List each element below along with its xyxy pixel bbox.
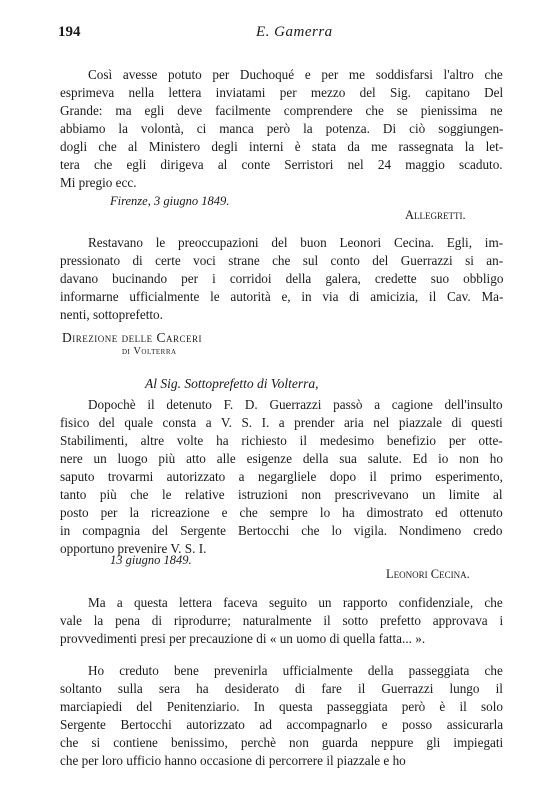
text-line: Così avesse potuto per Duchoqué e per me soddisfarsi l'altro che <box>88 67 503 82</box>
page-header <box>58 24 514 46</box>
letter-salutation: Al Sig. Sottoprefetto di Volterra, <box>145 376 319 391</box>
letter-excerpt-paragraph <box>60 66 503 192</box>
text-line: dogli che al Ministero degli interni è stata da me rassegnata la let- <box>60 139 504 154</box>
closing-formula: Mi pregio ecc. <box>60 175 137 190</box>
text-line: marciapiedi del Penitenziario. In questa passeggiata però è il solo <box>60 699 503 714</box>
text-line: davano bucinando per i corridoi della galera, credette suo obbligo <box>60 271 504 286</box>
letter-subheading: di Volterra <box>122 346 177 357</box>
text-line: abbiamo la volontà, ci manca però la potenza. Di ciò soggiungen- <box>60 121 504 136</box>
text-line: posto per la ricreazione e che sempre lo ha dimostrato ed ottenuto <box>60 505 503 520</box>
text-line: che per loro ufficio hanno occasione di percorrere il piazzale e ho <box>60 753 406 768</box>
letter-date: Firenze, 3 giugno 1849. <box>110 194 230 208</box>
text-line: Sergente Bertocchi autorizzato ad accompagnarlo e posso assicurarla <box>60 717 504 732</box>
letter-heading: Direzione delle Carceri <box>62 330 202 345</box>
text-line: nenti, sottoprefetto. <box>60 307 163 322</box>
letter-body <box>60 396 503 558</box>
letter-signature: Leonori Cecina. <box>386 567 470 581</box>
text-line: Ma a questa lettera faceva seguito un rapporto confidenziale, che <box>88 595 503 610</box>
running-head: E. Gamerra <box>256 24 333 40</box>
text-line: fisico del quale consta a V. S. I. a prender aria nel piazzale di questi <box>60 415 503 430</box>
text-line: Ho creduto bene prevenirla ufficialmente della passeggiata che <box>88 663 503 678</box>
text-line: tanto più che le relative istruzioni non prescrivevano un limite al <box>60 487 503 502</box>
text-line: esprimeva nella lettera inviatami per mezzo del Sig. capitano Del <box>60 85 504 100</box>
text-line: provvedimenti presi per precauzione di « un uomo di quella fatta... ». <box>60 631 426 646</box>
letter-date: 13 giugno 1849. <box>110 553 192 567</box>
page-number: 194 <box>58 24 81 40</box>
text-line: Dopochè il detenuto F. D. Guerrazzi passò a cagione dell'insulto <box>88 397 503 412</box>
text-line: opportuno prevenire V. S. I. <box>60 541 207 556</box>
text-line: che si contiene benissimo, perchè non guarda neppure gli impiegati <box>60 735 504 750</box>
text-line: tera che egli dirigeva al conte Serristori nel 24 maggio scaduto. <box>60 157 503 172</box>
letter-signature: Allegretti. <box>405 208 466 222</box>
text-line: informarne ufficialmente le autorità e, in via di amicizia, il Cav. Ma- <box>60 289 504 304</box>
narrative-paragraph <box>60 594 503 648</box>
text-line: Grande: ma egli deve facilmente comprendere che se pienissima ne <box>60 103 503 118</box>
text-line: in compagnia del Sergente Bertocchi che lo vigila. Nondimeno credo <box>60 523 503 538</box>
text-line: saputo trovarmi autorizzato a negargliele dopo il primo esperimento, <box>60 469 503 484</box>
text-line: Restavano le preoccupazioni del buon Leonori Cecina. Egli, im- <box>88 235 504 250</box>
text-line: nere un luogo più atto alle esigenze della sua salute. Ed io non ho <box>60 451 503 466</box>
text-line: Stabilimenti, altre volte ha richiesto il medesimo benefizio per otte- <box>60 433 503 448</box>
narrative-paragraph <box>60 234 503 324</box>
text-line: pressionato di certe voci strane che sul conto del Guerrazzi si an- <box>60 253 504 268</box>
text-line: soltanto sulla sera ha desiderato di fare il Guerrazzi lungo il <box>60 681 503 696</box>
text-line: vale la pena di riprodurre; naturalmente il sotto prefetto approvava i <box>60 613 504 628</box>
report-paragraph <box>60 662 503 770</box>
